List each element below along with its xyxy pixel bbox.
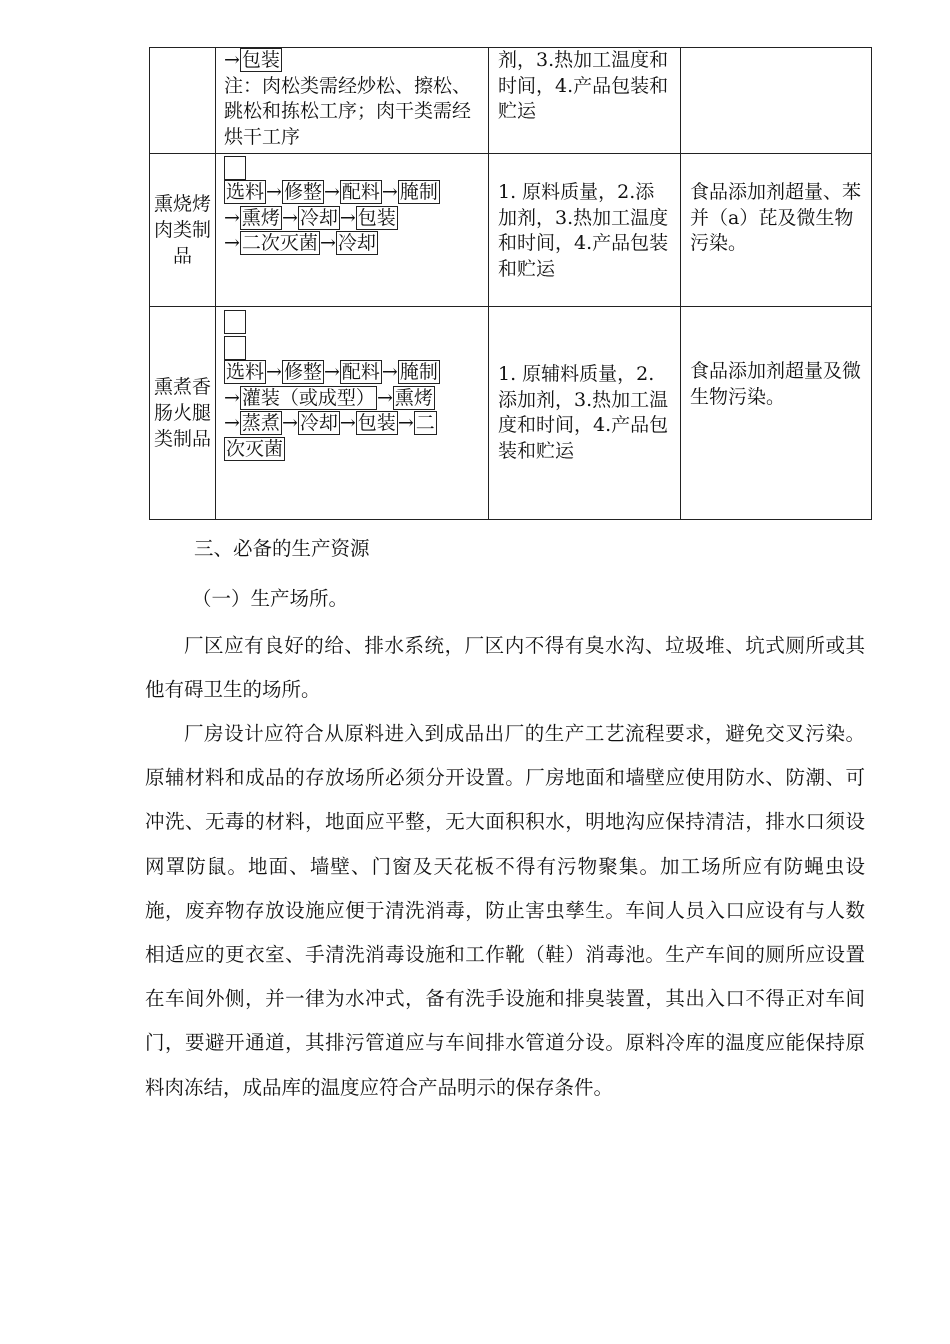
flow-step-box: 包装 [357,412,396,434]
flow-line [224,437,482,463]
hazards-cell [681,154,872,307]
flow-step-box: 修整 [283,181,322,203]
category-cell [150,307,216,520]
flow-step-box: 二次灭菌 [241,232,318,254]
flow-step-box: 包装 [357,206,396,229]
flow-step-box: 冷却 [299,206,338,229]
flow-line [224,360,482,386]
arrow-icon: → [381,361,398,383]
hazards-cell [681,48,872,154]
category-label: 熏烧烤肉类制品 [153,193,211,267]
flow-step-box: 熏烤 [241,206,280,229]
flow-line [224,206,482,232]
flow-step-box: 配料 [341,361,380,383]
arrow-icon: → [397,412,414,434]
checkpoints-cell [489,307,681,520]
arrow-icon: → [224,412,240,434]
flow-step-box: 二 [415,412,435,434]
hazards-text: 食品添加剂超量及微生物污染。 [690,360,862,408]
process-flow-cell [216,154,489,307]
hazards-cell [681,307,872,520]
flow-line [224,231,482,257]
category-label: 熏煮香肠火腿类制品 [153,376,211,450]
flow-line [224,411,482,437]
checkpoints-text: 1. 原料质量，2.添加剂，3.热加工温度和时间，4.产品包装和贮运 [498,181,669,280]
flow-step-box: 选料 [226,361,265,383]
table-row [150,307,872,520]
table-row [150,48,872,154]
arrow-icon: → [323,361,340,383]
flow-step-box: 腌制 [399,361,438,383]
arrow-icon: → [323,181,340,203]
flow-line [224,180,482,206]
checkpoints-cell [489,154,681,307]
empty-flow-box [224,156,246,180]
category-cell [150,154,216,307]
checkpoints-text: 1. 原辅料质量，2.添加剂，3.热加工温度和时间，4.产品包装和贮运 [498,363,669,462]
flow-step-box: 熏烤 [394,386,433,409]
arrow-icon: → [224,386,240,409]
flow-step-box: 次灭菌 [226,437,284,460]
flow-step-box: 冷却 [299,412,338,434]
checkpoints-cell [489,48,681,154]
flow-step-box: 包装 [241,49,280,71]
arrow-icon: → [224,232,240,254]
process-table [149,47,872,520]
arrow-icon: → [266,181,282,203]
arrow-icon: → [319,232,336,254]
paragraph: 厂区应有良好的给、排水系统，厂区内不得有臭水沟、垃圾堆、坑式厕所或其他有碍卫生的场所。 [145,634,865,702]
flow-step-box: 选料 [226,181,265,203]
arrow-icon: → [224,49,240,71]
empty-flow-box [224,310,246,334]
checkpoints-text: 剂，3.热加工温度和时间，4.产品包装和贮运 [498,49,669,122]
flow-line [224,48,482,74]
flow-step-box: 蒸煮 [241,412,280,434]
arrow-icon: → [281,206,298,229]
arrow-icon: → [376,386,393,409]
flow-step-box: 腌制 [399,181,438,203]
process-flow-cell [216,307,489,520]
category-cell [150,48,216,154]
flow-step-box: 冷却 [337,232,376,254]
flow-step-box: 灌装（或成型） [241,386,375,409]
process-flow-cell [216,48,489,154]
hazards-text: 食品添加剂超量、苯并（a）芘及微生物污染。 [690,181,862,254]
empty-flow-box [224,336,246,360]
arrow-icon: → [281,412,298,434]
flow-note: 注：肉松类需经炒松、擦松、跳松和拣松工序；肉干类需经烘干工序 [224,74,472,148]
flow-step-box: 修整 [283,361,322,383]
paragraph: 厂房设计应符合从原料进入到成品出厂的生产工艺流程要求，避免交叉污染。原辅材料和成品的存放场所必须分开设置。厂房地面和墙壁应使用防水、防潮、可冲洗、无毒的材料，地面应平整，无大面积积水，明地沟应保持清洁，排水口须设网罩防鼠。地面、墙壁、门窗及天花板不得有污物聚集。加工场所应有防蝇虫设施，废弃物存放设施应便于清洗消毒，防止害虫孳生。车间人员入口应设有与人数相适应的更衣室、手清洗消毒设施和工作靴（鞋）消毒池。生产车间的厕所应设置在车间外侧，并一律为水冲式，备有洗手设施和排臭装置，其出入口不得正对车间门，要避开通道，其排污管道应与车间排水管道分设。原料冷库的温度应能保持原料肉冻结，成品库的温度应符合产品明示的保存条件。 [145,722,865,1099]
arrow-icon: → [339,206,356,229]
arrow-icon: → [224,206,240,229]
arrow-icon: → [339,412,356,434]
table-row [150,154,872,307]
arrow-icon: → [266,361,282,383]
flow-line [224,386,482,412]
sub-heading: （一）生产场所。 [192,587,349,610]
section-heading: 三、必备的生产资源 [194,537,370,560]
arrow-icon: → [381,181,398,203]
flow-step-box: 配料 [341,181,380,203]
